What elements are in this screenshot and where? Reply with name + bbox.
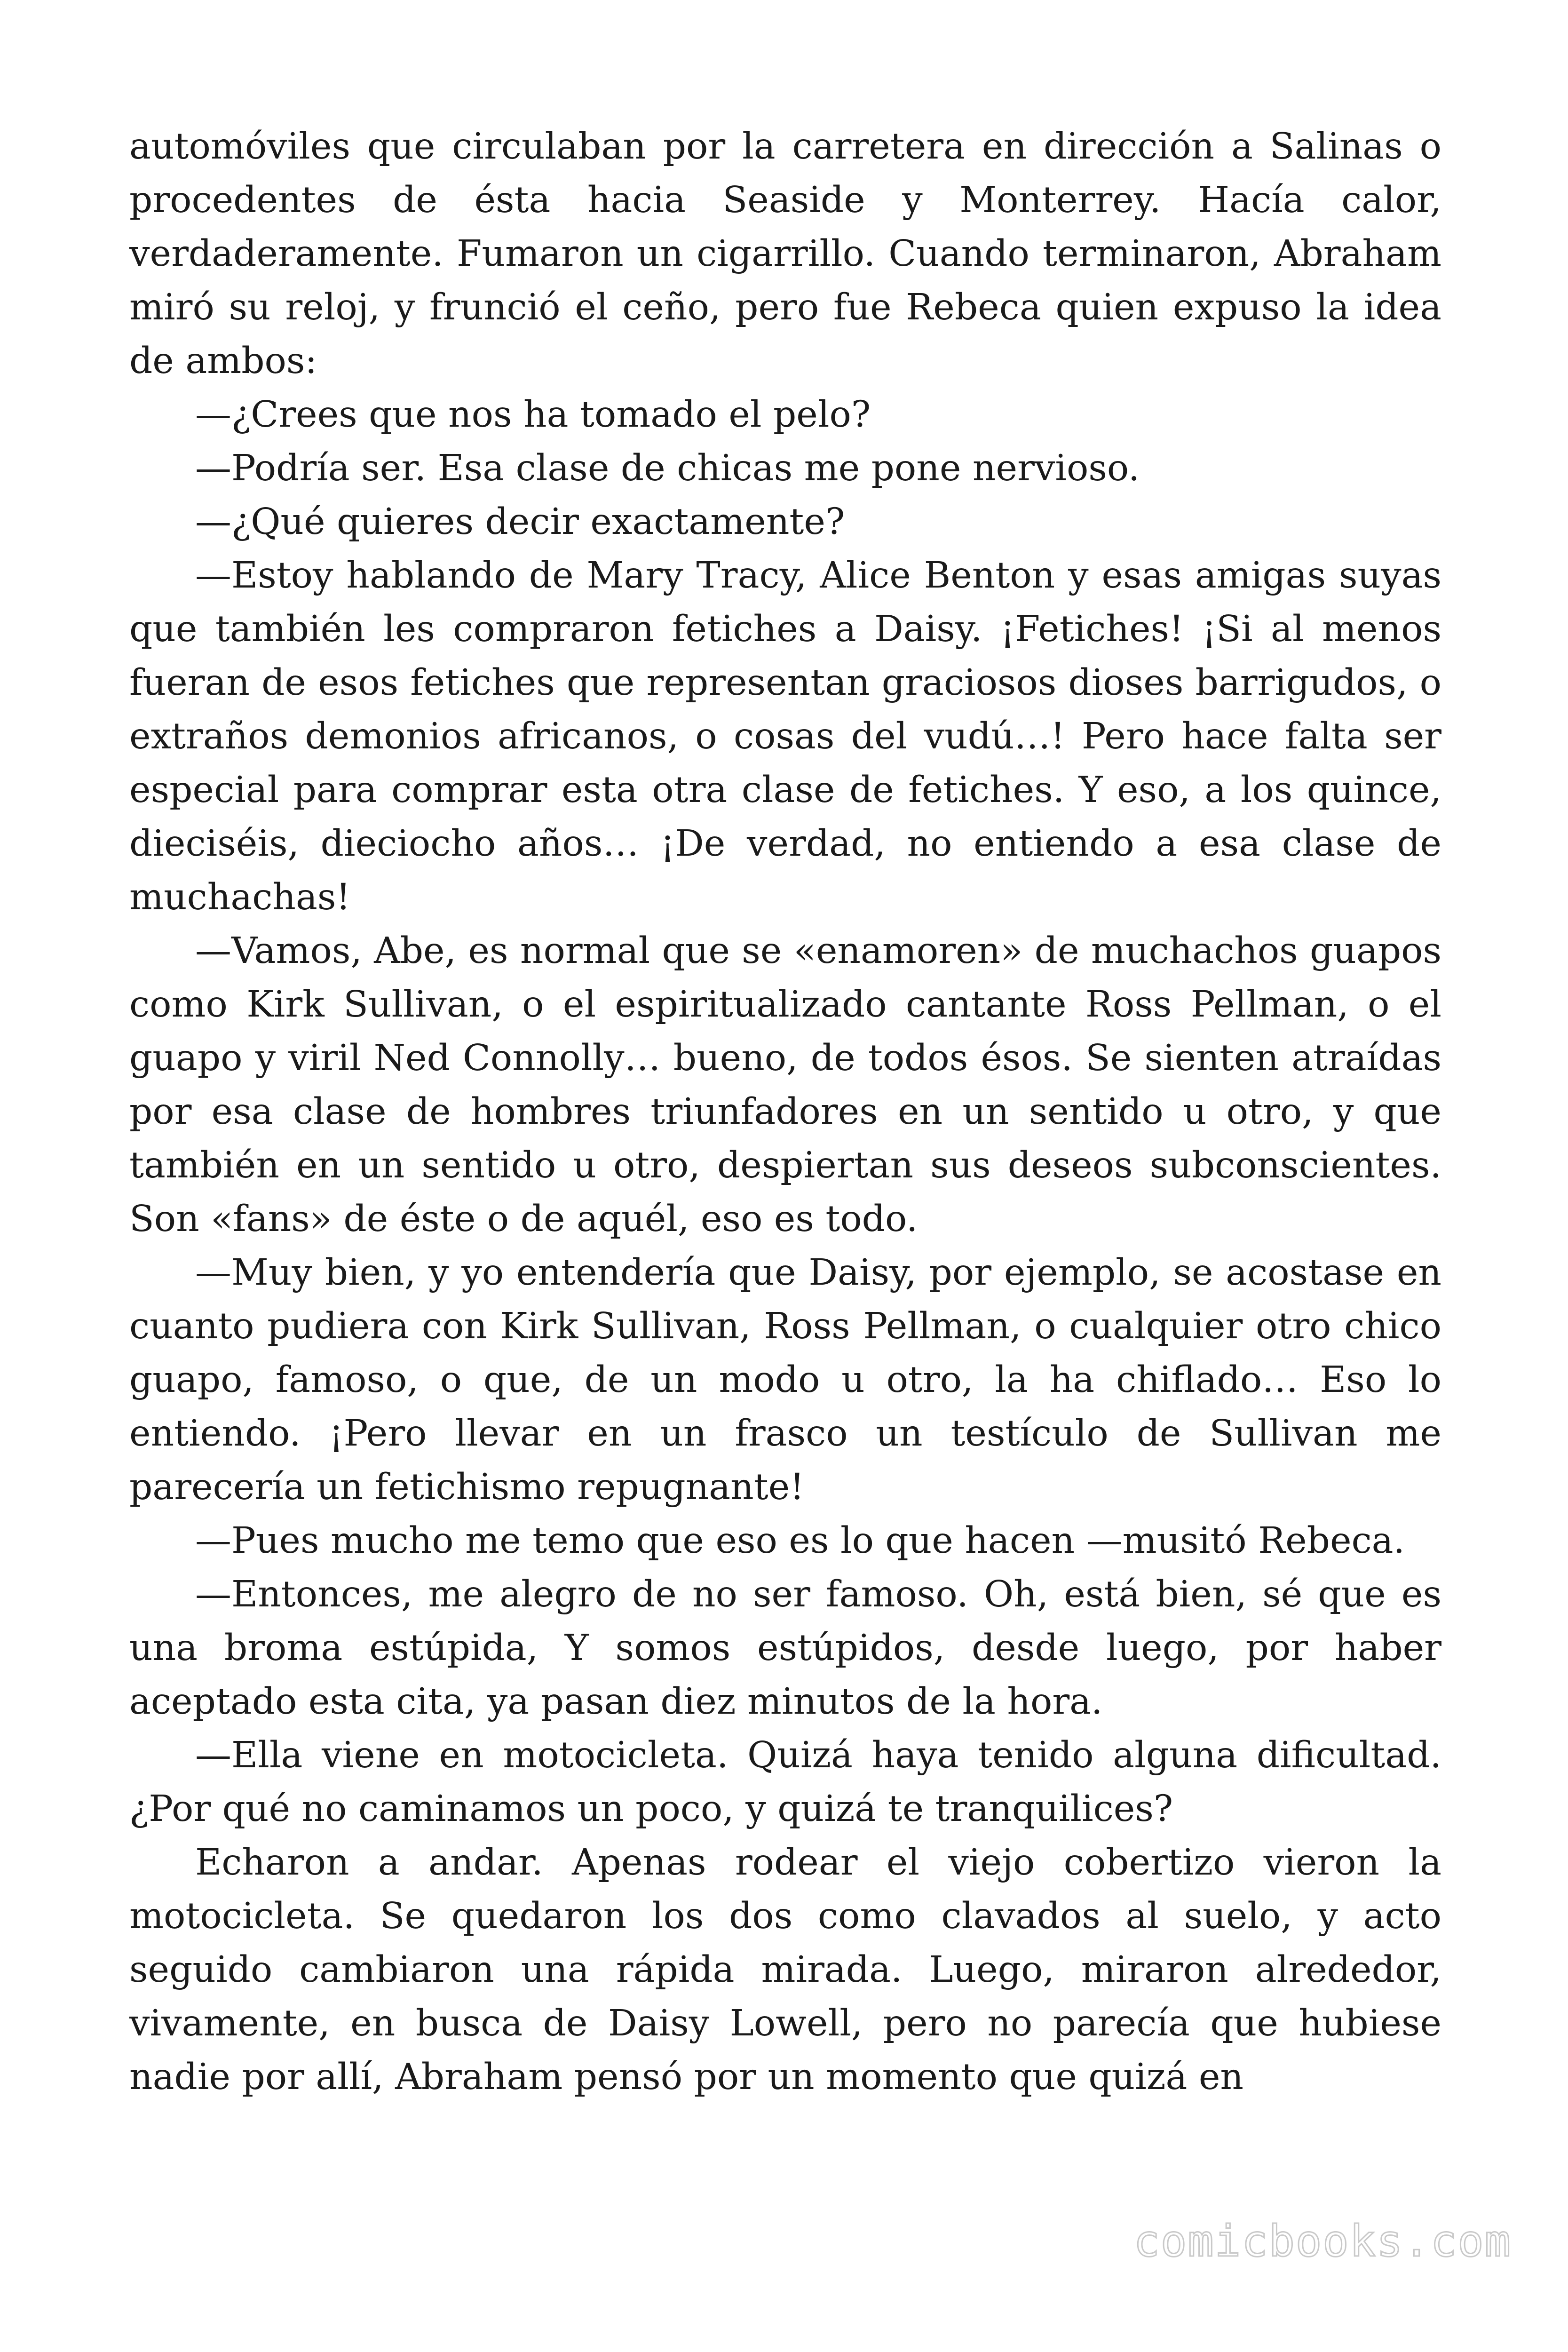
paragraph-8: —Pues mucho me temo que eso es lo que hacen —musitó Rebeca.	[195, 1520, 1405, 1562]
paragraph-10: —Ella viene en motocicleta. Quizá haya tenido alguna dificultad. ¿Por qué no caminamos un poco, y quizá te tranquilices?	[129, 1734, 1441, 1830]
paragraph-1: automóviles que circulaban por la carretera en dirección a Salinas o procedentes de ésta hacia Seaside y Monterrey. Hacía calor, verdaderamente. Fumaron un cigarrillo. Cuando terminaron, Abraham miró su reloj, y frunció el ceño, pero fue Rebeca quien expuso la idea de ambos:	[129, 126, 1441, 382]
paragraph-9: —Entonces, me alegro de no ser famoso. Oh, está bien, sé que es una broma estúpida, Y somos estúpidos, desde luego, por haber aceptado esta cita, ya pasan diez minutos de la hora.	[129, 1573, 1441, 1723]
paragraph-11: Echaron a andar. Apenas rodear el viejo cobertizo vieron la motocicleta. Se quedaron los dos como clavados al suelo, y acto seguido cambiaron una rápida mirada. Luego, miraron alrededor, vivamente, en busca de Daisy Lowell, pero no parecía que hubiese nadie por allí, Abraham pensó por un momento que quizá en	[129, 1842, 1441, 2098]
paragraph-2: —¿Crees que nos ha tomado el pelo?	[195, 394, 871, 436]
paragraph-4: —¿Qué quieres decir exactamente?	[195, 501, 845, 543]
body-text	[129, 120, 1441, 2104]
paragraph-6: —Vamos, Abe, es normal que se «enamoren» de muchachos guapos como Kirk Sullivan, o el espiritualizado cantante Ross Pellman, o el guapo y viril Ned Connolly… bueno, de todos ésos. Se sienten atraídas por esa clase de hombres triunfadores en un sentido u otro, y que también en un sentido u otro, despiertan sus deseos subconscientes. Son «fans» de éste o de aquél, eso es todo.	[129, 930, 1441, 1240]
paragraph-5: —Estoy hablando de Mary Tracy, Alice Benton y esas amigas suyas que también les compraron fetiches a Daisy. ¡Fetiches! ¡Si al menos fueran de esos fetiches que representan graciosos dioses barrigudos, o extraños demonios africanos, o cosas del vudú…! Pero hace falta ser especial para comprar esta otra clase de fetiches. Y eso, a los quince, dieciséis, dieciocho años… ¡De verdad, no entiendo a esa clase de muchachas!	[129, 555, 1441, 918]
paragraph-7: —Muy bien, y yo entendería que Daisy, por ejemplo, se acostase en cuanto pudiera con Kirk Sullivan, Ross Pellman, o cualquier otro chico guapo, famoso, o que, de un modo u otro, la ha chiflado… Eso lo entiendo. ¡Pero llevar en un frasco un testículo de Sullivan me parecería un fetichismo repugnante!	[129, 1252, 1441, 1508]
watermark: comicbooks.com	[1133, 2216, 1512, 2266]
paragraph-3: —Podría ser. Esa clase de chicas me pone nervioso.	[195, 447, 1140, 489]
